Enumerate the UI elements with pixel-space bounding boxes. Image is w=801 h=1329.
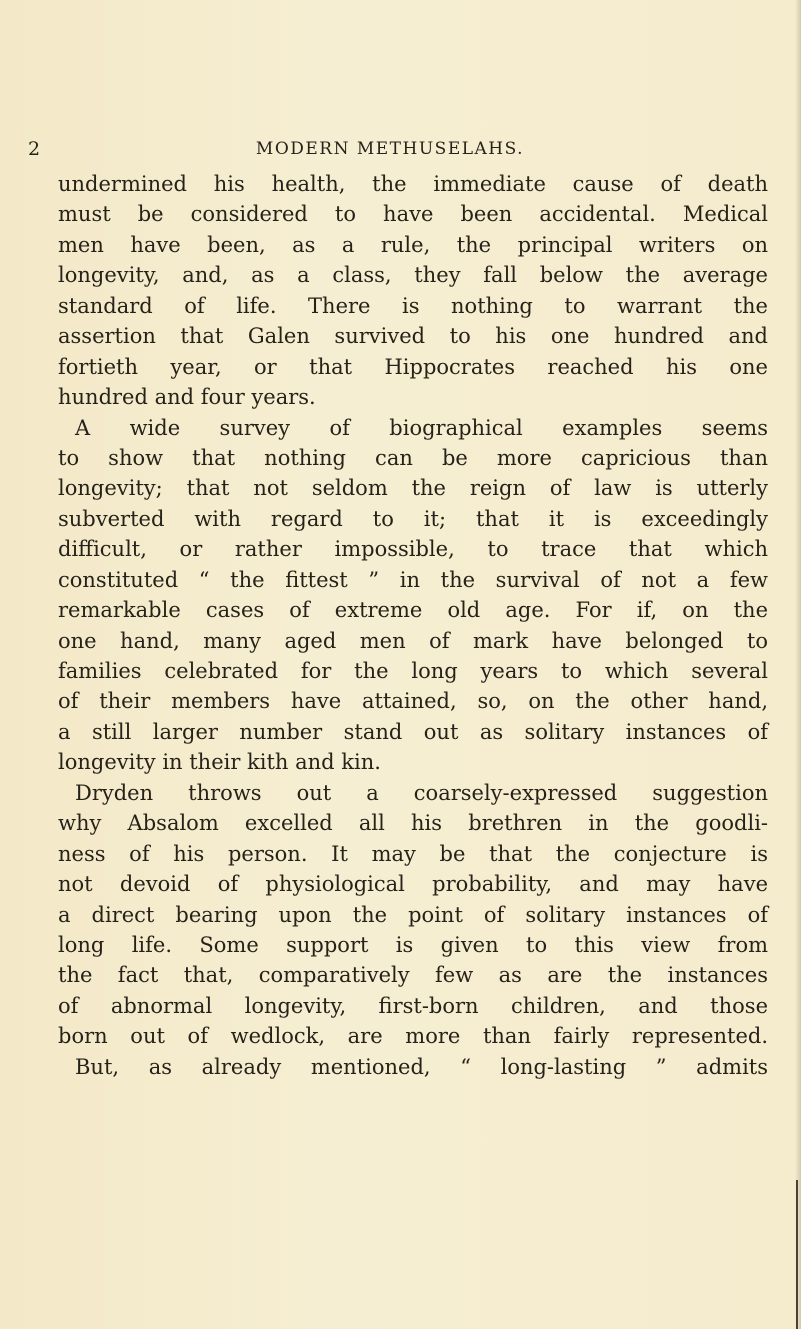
text-line: hundred and four years. — [58, 385, 316, 410]
text-line: long life. Some support is given to this view from — [58, 932, 768, 957]
text-line: constituted “ the fittest ” in the survival of not a few — [58, 567, 768, 592]
text-line: longevity in their kith and kin. — [58, 750, 381, 775]
text-line: of their members have attained, so, on the other hand, — [58, 689, 768, 714]
text-line: men have been, as a rule, the principal writers on — [58, 232, 768, 257]
text-line: must be considered to have been accidental. Medical — [58, 202, 768, 227]
text-line: why Absalom excelled all his brethren in the goodli- — [58, 811, 768, 836]
text-line: A wide survey of biographical examples seems — [75, 415, 768, 440]
text-line: Dryden throws out a coarsely-expressed suggestion — [75, 780, 768, 805]
body-text — [58, 169, 768, 1082]
text-line: subverted with regard to it; that it is exceedingly — [58, 506, 768, 531]
text-line: longevity, and, as a class, they fall below the average — [58, 263, 768, 288]
page-number: 2 — [28, 138, 41, 160]
running-title: MODERN METHUSELAHS. — [255, 139, 525, 159]
text-line: not devoid of physiological probability, and may have — [58, 872, 768, 897]
text-line: difficult, or rather impossible, to trace that which — [58, 537, 768, 562]
text-line: fortieth year, or that Hippocrates reached his one — [58, 354, 768, 379]
text-line: ness of his person. It may be that the conjecture is — [58, 841, 768, 866]
text-line: a still larger number stand out as solitary instances of — [58, 719, 768, 744]
text-line: undermined his health, the immediate cause of death — [58, 172, 768, 196]
text-line: assertion that Galen survived to his one hundred and — [58, 324, 768, 349]
text-line: the fact that, comparatively few as are the instances — [58, 963, 768, 988]
text-line: But, as already mentioned, “ long-lasting ” admits — [75, 1054, 768, 1079]
page-header — [0, 137, 801, 161]
text-line: one hand, many aged men of mark have belonged to — [58, 628, 768, 653]
text-line: to show that nothing can be more capricious than — [58, 445, 768, 470]
text-line: families celebrated for the long years to which several — [58, 659, 768, 683]
text-line: longevity; that not seldom the reign of law is utterly — [58, 476, 768, 501]
text-line: standard of life. There is nothing to warrant the — [58, 293, 768, 318]
text-line: born out of wedlock, are more than fairly represented. — [58, 1024, 768, 1049]
page-edge-shadow — [795, 0, 801, 1329]
text-line: of abnormal longevity, first-born children, and those — [58, 993, 768, 1018]
page-edge-line — [796, 1180, 798, 1329]
text-line: a direct bearing upon the point of solitary instances of — [58, 902, 768, 927]
text-line: remarkable cases of extreme old age. For if, on the — [58, 598, 768, 623]
